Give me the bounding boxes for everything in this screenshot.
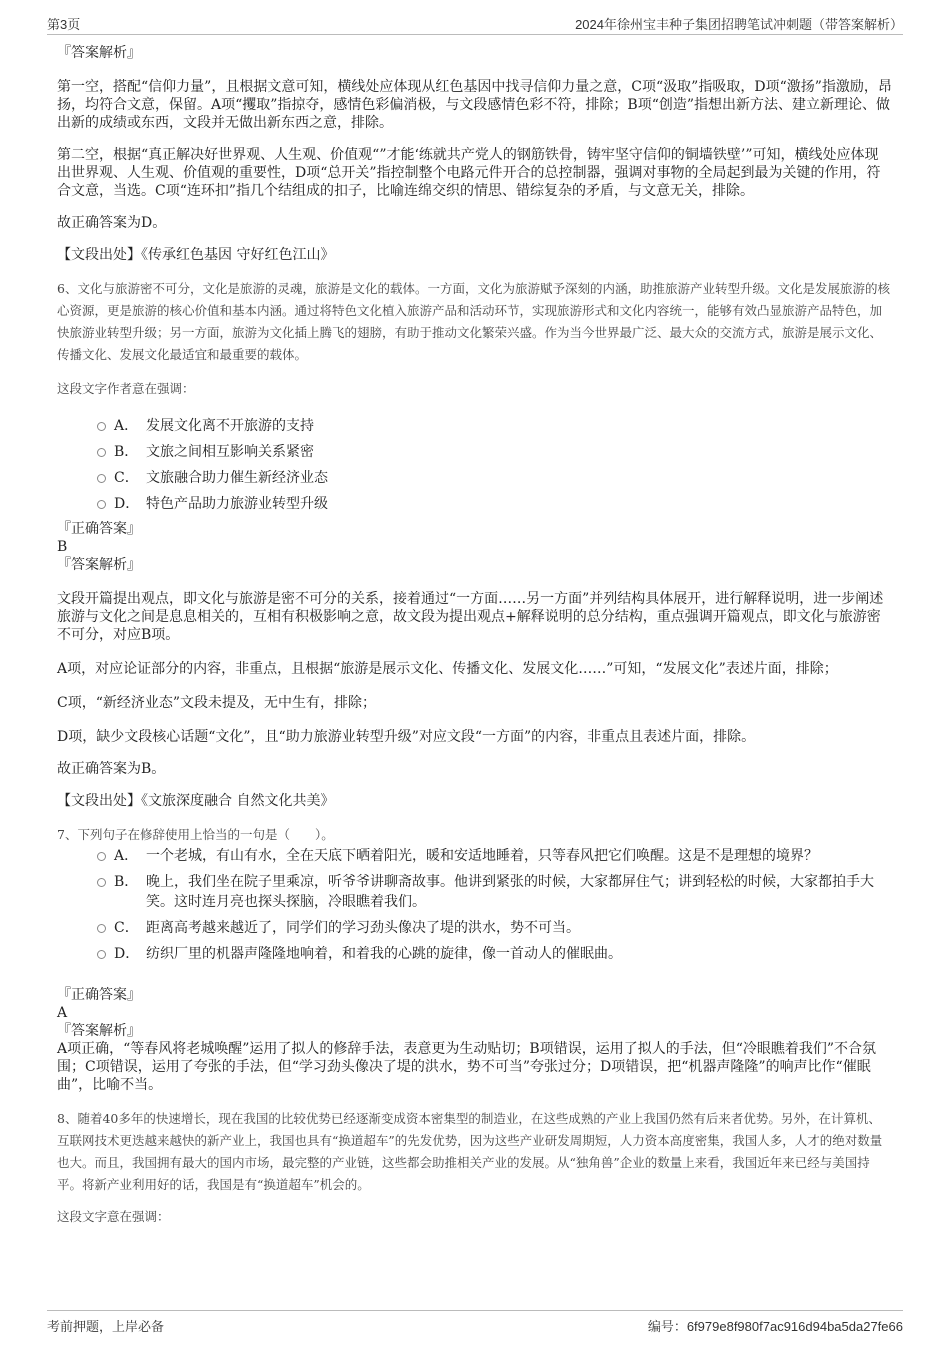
question-stem-6: 6、文化与旅游密不可分，文化是旅游的灵魂，旅游是文化的载体。一方面，文化为旅游赋予深刻的内涵，助推旅游产业转型升级。文化是发展旅游的核心资源，更是旅游的核心价值和基本内涵。通过将特色文化植入旅游产品和活动环节，实现旅游形式和文化内容统一，能够有效凸显旅游产品特色，加快旅游业转型升级；另一方面，旅游为文化插上腾飞的翅膀，有助于推动文化繁荣兴盛。作为当今世界最广泛、最大众的交流方式，旅游是展示文化、传播文化、发展文化最适宜和最重要的载体。 — [57, 281, 890, 362]
option-d[interactable] — [97, 944, 892, 964]
answer-conclusion: 故正确答案为D。 — [57, 215, 167, 231]
option-letter: A． — [114, 418, 139, 434]
page-header — [47, 12, 903, 35]
option-text: 特色产品助力旅游业转型升级 — [146, 496, 328, 512]
option-letter: C． — [114, 470, 139, 486]
option-text: 纺织厂里的机器声隆隆地响着，和着我的心跳的旋律，像一首动人的催眠曲。 — [146, 946, 622, 962]
option-b[interactable] — [97, 872, 892, 912]
question-stem-7: 7、下列句子在修辞使用上恰当的一句是（ ）。 — [57, 827, 334, 842]
option-letter: D． — [114, 496, 140, 512]
radio-icon[interactable] — [97, 422, 106, 431]
options-list-7 — [97, 846, 892, 964]
option-text: 文旅之间相互影响关系紧密 — [146, 444, 314, 460]
passage-source: 【文段出处】《传承红色基因 守好红色江山》 — [57, 247, 335, 263]
document-id: 编号：6f979e8f980f7ac916d94ba5da27fe66 — [647, 1319, 903, 1334]
analysis-paragraph: D项，缺少文段核心话题“文化”，且“助力旅游业转型升级”对应文段“一方面”的内容，非重点且表述片面，排除。 — [57, 729, 756, 745]
main-content — [57, 44, 892, 1228]
analysis-paragraph: 第二空，根据“真正解决好世界观、人生观、价值观“”才能‘练就共产党人的钢筋铁骨，铸牢坚守信仰的铜墙铁壁’”可知，横线处应体现出世界观、人生观、价值观的重要性，D项“总开关”指控制整个电路元件开合的总控制器，强调对事物的全局起到最为关键的作用，符合文意，当选。C项“连环扣”指几个结组成的扣子，比喻连绵交织的情思、错综复杂的矛盾，与文意无关，排除。 — [57, 147, 881, 199]
analysis-paragraph: A项，对应论证部分的内容，非重点，且根据“旅游是展示文化、传播文化、发展文化……”可知，“发展文化”表述片面，排除； — [57, 661, 838, 677]
analysis-label: 『答案解析』 — [57, 557, 141, 573]
option-letter: B． — [114, 874, 139, 890]
radio-icon[interactable] — [97, 474, 106, 483]
analysis-paragraph: C项，“新经济业态”文段未提及，无中生有，排除； — [57, 695, 377, 711]
analysis-label: 『答案解析』 — [57, 45, 141, 61]
correct-answer: B — [57, 539, 68, 555]
footer-slogan: 考前押题，上岸必备 — [47, 1319, 165, 1334]
question-prompt-6: 这段文字作者意在强调： — [57, 381, 195, 396]
option-d[interactable] — [97, 494, 892, 514]
option-text: 距离高考越来越近了，同学们的学习劲头像决了堤的洪水，势不可当。 — [146, 920, 580, 936]
radio-icon[interactable] — [97, 924, 106, 933]
option-text: 晚上，我们坐在院子里乘凉，听爷爷讲聊斋故事。他讲到紧张的时候，大家都屏住气；讲到轻松的时候，大家都拍手大笑。这时连月亮也探头探脑，冷眼瞧着我们。 — [146, 874, 874, 910]
radio-icon[interactable] — [97, 878, 106, 887]
page-footer — [47, 1310, 903, 1335]
correct-answer-label: 『正确答案』 — [57, 521, 141, 537]
analysis-label: 『答案解析』 — [57, 1023, 141, 1039]
option-c[interactable] — [97, 918, 892, 938]
radio-icon[interactable] — [97, 950, 106, 959]
radio-icon[interactable] — [97, 448, 106, 457]
analysis-paragraph: 第一空，搭配“信仰力量”，且根据文意可知，横线处应体现从红色基因中找寻信仰力量之意，C项“汲取”指吸取，D项“激扬”指激励，昂扬，均符合文意，保留。A项“攫取”指掠夺，感情色彩偏消极，与文段感情色彩不符，排除；B项“创造”指想出新方法、建立新理论、做出新的成绩或东西，文段并无做出新东西之意，排除。 — [57, 79, 892, 131]
option-text: 文旅融合助力催生新经济业态 — [146, 470, 328, 486]
correct-answer: A — [57, 1005, 68, 1021]
page-number: 第3页 — [47, 17, 81, 32]
answer-conclusion: 故正确答案为B。 — [57, 761, 166, 777]
option-text: 发展文化离不开旅游的支持 — [146, 418, 314, 434]
option-a[interactable] — [97, 416, 892, 436]
document-title: 2024年徐州宝丰种子集团招聘笔试冲刺题（带答案解析） — [575, 17, 903, 32]
question-prompt-8: 这段文字意在强调： — [57, 1209, 170, 1224]
option-letter: D． — [114, 946, 140, 962]
radio-icon[interactable] — [97, 852, 106, 861]
correct-answer-label: 『正确答案』 — [57, 987, 141, 1003]
passage-source: 【文段出处】《文旅深度融合 自然文化共美》 — [57, 793, 335, 809]
options-list-6 — [97, 416, 892, 514]
analysis-paragraph: 文段开篇提出观点，即文化与旅游是密不可分的关系，接着通过“一方面……另一方面”并列结构具体展开，进行解释说明，进一步阐述旅游与文化之间是息息相关的，互相有积极影响之意，故文段为提出观点+解释说明的总分结构，重点强调开篇观点，即文化与旅游密不可分，对应B项。 — [57, 591, 884, 643]
option-letter: C． — [114, 920, 139, 936]
option-text: 一个老城，有山有水，全在天底下晒着阳光，暖和安适地睡着，只等春风把它们唤醒。这是不是理想的境界？ — [146, 848, 818, 864]
radio-icon[interactable] — [97, 500, 106, 509]
option-c[interactable] — [97, 468, 892, 488]
option-a[interactable] — [97, 846, 892, 866]
question-stem-8: 8、随着40多年的快速增长，现在我国的比较优势已经逐渐变成资本密集型的制造业，在这些成熟的产业上我国仍然有后来者优势。另外，在计算机、互联网技术更迭越来越快的新产业上，我国也具有“换道超车”的先发优势，因为这些产业研发周期短，人力资本高度密集，我国人多，人才的绝对数量也大。而且，我国拥有最大的国内市场，最完整的产业链，这些都会助推相关产业的发展。从“独角兽”企业的数量上来看，我国近年来已经与美国持平。将新产业利用好的话，我国是有“换道超车”机会的。 — [57, 1111, 883, 1192]
option-letter: B． — [114, 444, 139, 460]
analysis-paragraph: A项正确，“等春风将老城唤醒”运用了拟人的修辞手法，表意更为生动贴切；B项错误，运用了拟人的手法，但“冷眼瞧着我们”不合氛围；C项错误，运用了夸张的手法，但“学习劲头像决了堤的洪水，势不可当”夸张过分；D项错误，把“机器声隆隆”的响声比作“催眠曲”，比喻不当。 — [57, 1041, 877, 1093]
option-b[interactable] — [97, 442, 892, 462]
option-letter: A． — [114, 848, 139, 864]
